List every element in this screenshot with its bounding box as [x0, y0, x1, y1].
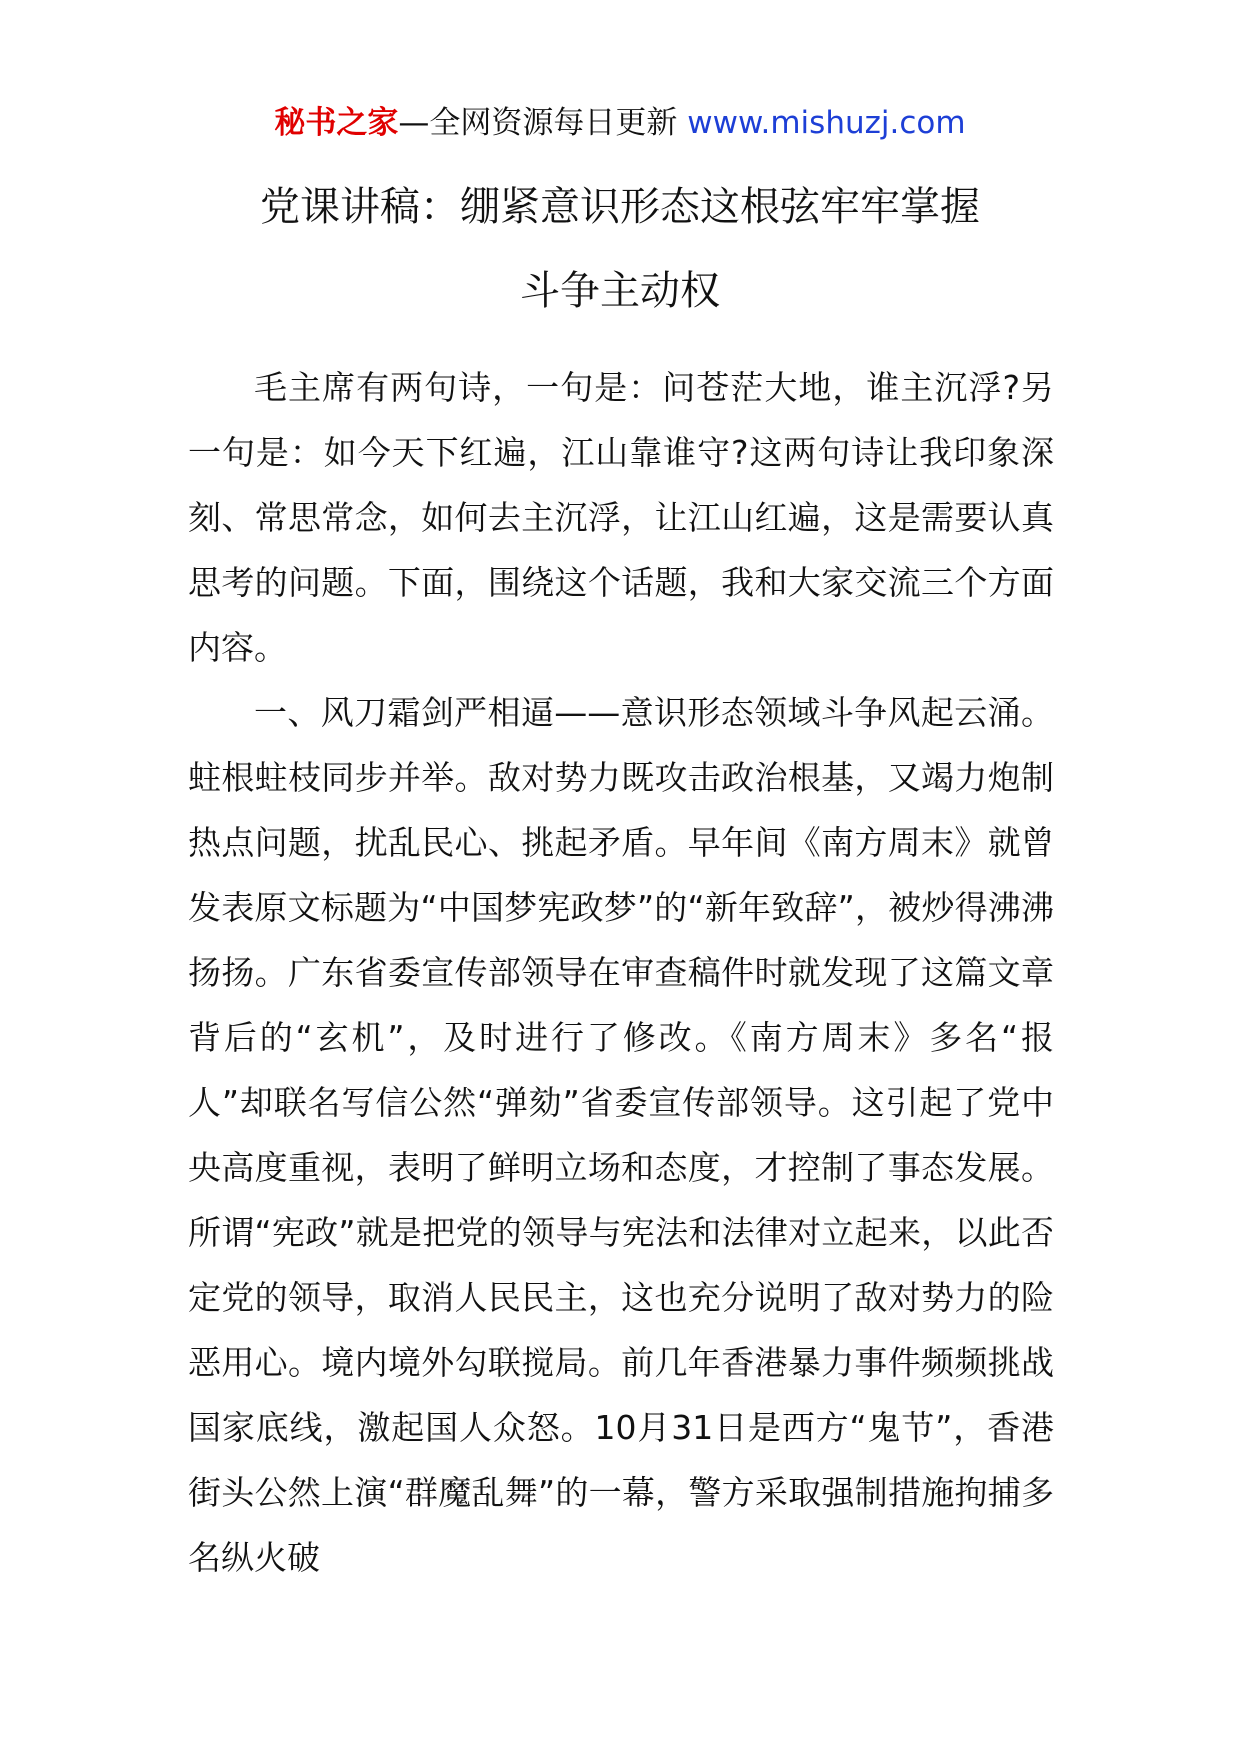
document-body: [188, 355, 1054, 1590]
site-header: [0, 100, 1240, 146]
paragraph-section-one: 一、风刀霜剑严相逼——意识形态领域斗争风起云涌。蛀根蛀枝同步并举。敌对势力既攻击政治根基，又竭力炮制热点问题，扰乱民心、挑起矛盾。早年间《南方周末》就曾发表原文标题为“中国梦宪政梦”的“新年致辞”，被炒得沸沸扬扬。广东省委宣传部领导在审查稿件时就发现了这篇文章背后的“玄机”，及时进行了修改。《南方周末》多名“报人”却联名写信公然“弹劾”省委宣传部领导。这引起了党中央高度重视，表明了鲜明立场和态度，才控制了事态发展。所谓“宪政”就是把党的领导与宪法和法律对立起来，以此否定党的领导，取消人民民主，这也充分说明了敌对势力的险恶用心。境内境外勾联搅局。前几年香港暴力事件频频挑战国家底线，激起国人众怒。10月31日是西方“鬼节”，香港街头公然上演“群魔乱舞”的一幕，警方采取强制措施拘捕多名纵火破: [188, 693, 1054, 1577]
document-title: [0, 165, 1240, 333]
brand-name: 秘书之家: [274, 105, 399, 141]
title-line-1: 党课讲稿：绷紧意识形态这根弦牢牢掌握: [260, 184, 980, 230]
title-line-2: 斗争主动权: [520, 268, 720, 314]
paragraph-intro: 毛主席有两句诗，一句是：问苍茫大地，谁主沉浮?另一句是：如今天下红遍，江山靠谁守?这两句诗让我印象深刻、常思常念，如何去主沉浮，让江山红遍，这是需要认真思考的问题。下面，围绕这个话题，我和大家交流三个方面内容。: [188, 368, 1054, 667]
site-url-link[interactable]: www.mishuzj.com: [687, 105, 966, 141]
header-tagline: —全网资源每日更新: [398, 105, 688, 141]
